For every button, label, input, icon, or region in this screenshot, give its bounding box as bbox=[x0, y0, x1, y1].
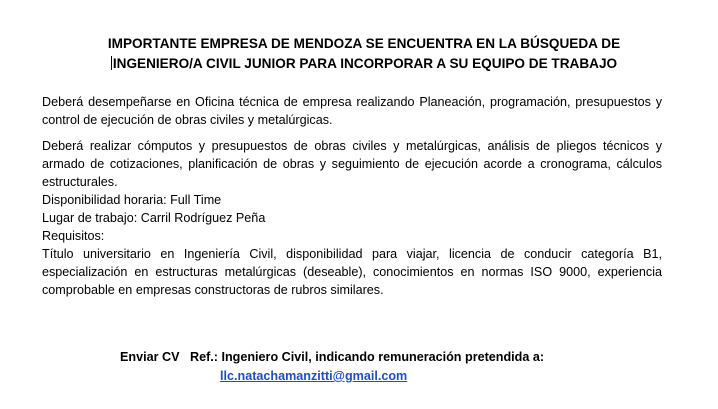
email-link[interactable]: llc.natachamanzitti@gmail.com bbox=[220, 369, 408, 383]
title-line-1: IMPORTANTE EMPRESA DE MENDOZA SE ENCUENTRA EN LA BÚSQUEDA DE bbox=[107, 36, 621, 51]
contact-block bbox=[120, 348, 544, 386]
paragraph-role: Deberá desempeñarse en Oficina técnica de empresa realizando Planeación, programación, presupuestos y control de ejecución de obras civiles y metalúrgicas. bbox=[42, 95, 662, 127]
location-line: Lugar de trabajo: Carril Rodríguez Peña bbox=[42, 211, 266, 225]
title-line-2-text: INGENIERO/A CIVIL JUNIOR PARA INCORPORAR A SU EQUIPO DE TRABAJO bbox=[112, 56, 618, 71]
requirements-text: Título universitario en Ingeniería Civil, disponibilidad para viajar, licencia de conducir categoría B1, especialización en estructuras metalúrgicas (deseable), conocimientos en normas ISO 9000, experiencia comprobable en empresas constructoras de rubros similares. bbox=[42, 247, 662, 297]
contact-instruction: Enviar CV Ref.: Ingeniero Civil, indicando remuneración pretendida a: bbox=[120, 350, 545, 364]
text-cursor bbox=[111, 56, 112, 70]
title-line-2 bbox=[0, 54, 718, 74]
document-body bbox=[42, 93, 662, 299]
paragraph-tasks: Deberá realizar cómputos y presupuestos de obras civiles y metalúrgicas, análisis de pliegos técnicos y armado de cotizaciones, planificación de obras y seguimiento de ejecución acorde a cronograma, cálculos estructurales. bbox=[42, 139, 662, 189]
requirements-label: Requisitos: bbox=[42, 229, 105, 243]
document-title bbox=[0, 34, 718, 74]
availability-line: Disponibilidad horaria: Full Time bbox=[42, 193, 222, 207]
